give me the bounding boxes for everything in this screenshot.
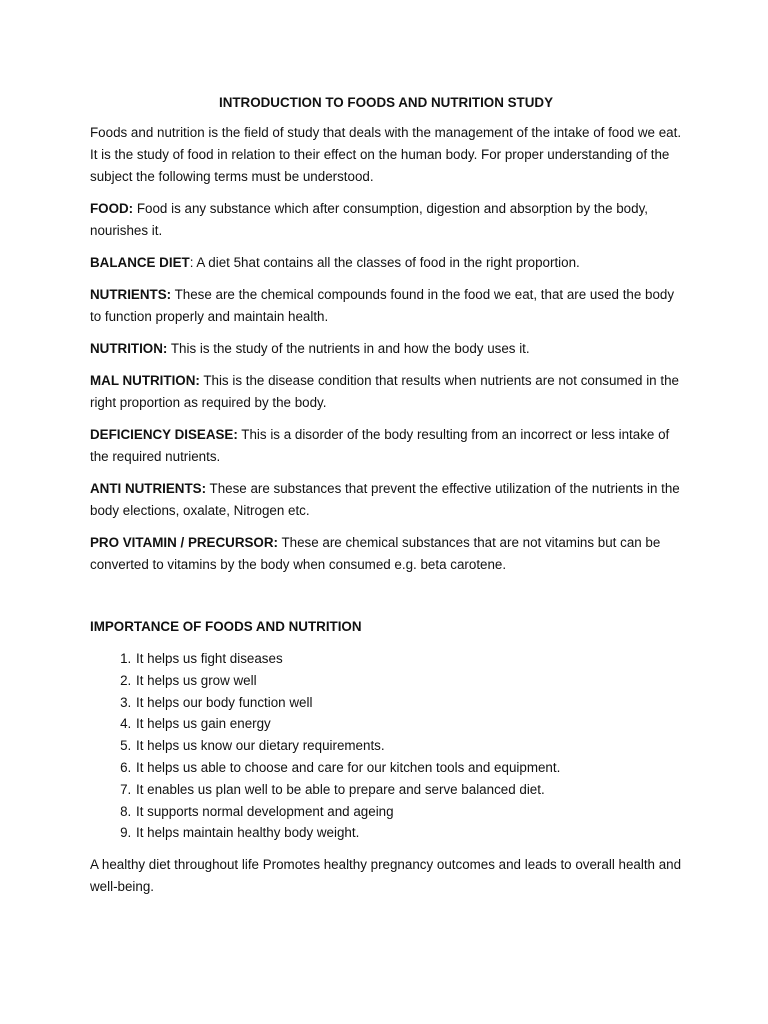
definition-term: DEFICIENCY DISEASE: (90, 427, 238, 442)
definition-text: These are substances that prevent the effective utilization of the nutrients in the body elections, oxalate, Nitrogen etc. (90, 481, 680, 518)
definition-text: These are the chemical compounds found in the food we eat, that are used the body to function properly and maintain health. (90, 287, 675, 324)
definition-paragraph (90, 370, 682, 414)
definition-term: FOOD: (90, 201, 134, 216)
section-spacer (90, 586, 682, 616)
definition-paragraph (90, 338, 682, 360)
list-item: 9. It helps maintain healthy body weight. (135, 822, 682, 844)
definition-term: NUTRITION: (90, 341, 168, 356)
list-item: 7. It enables us plan well to be able to prepare and serve balanced diet. (135, 779, 682, 801)
definition-paragraph (90, 252, 682, 274)
list-item: 4. It helps us gain energy (135, 713, 682, 735)
list-item: 8. It supports normal development and ageing (135, 801, 682, 823)
definition-text: : A diet 5hat contains all the classes of food in the right proportion. (189, 255, 580, 270)
definition-text: These are chemical substances that are not vitamins but can be converted to vitamins by the body when consumed e.g. beta carotene. (90, 535, 661, 572)
list-item: 5. It helps us know our dietary requirements. (135, 735, 682, 757)
definition-text: This is the study of the nutrients in and how the body uses it. (167, 341, 530, 356)
definition-term: ANTI NUTRIENTS: (90, 481, 207, 496)
definition-text: This is the disease condition that results when nutrients are not consumed in the right proportion as required by the body. (90, 373, 679, 410)
importance-list (90, 648, 682, 844)
list-item: 2. It helps us grow well (135, 670, 682, 692)
list-item: 6. It helps us able to choose and care for our kitchen tools and equipment. (135, 757, 682, 779)
definition-text: Food is any substance which after consumption, digestion and absorption by the body, nourishes it. (90, 201, 648, 238)
definition-paragraph (90, 478, 682, 522)
list-item: 1. It helps us fight diseases (135, 648, 682, 670)
importance-heading: IMPORTANCE OF FOODS AND NUTRITION (90, 619, 362, 634)
definition-paragraph (90, 284, 682, 328)
definition-paragraph (90, 198, 682, 242)
document-title: INTRODUCTION TO FOODS AND NUTRITION STUDY (218, 95, 553, 110)
definition-paragraph (90, 532, 682, 576)
definition-text: This is a disorder of the body resulting from an incorrect or less intake of the required nutrients. (90, 427, 670, 464)
closing-paragraph: A healthy diet throughout life Promotes healthy pregnancy outcomes and leads to overall health and well-being. (90, 857, 682, 895)
intro-paragraph: Foods and nutrition is the field of study that deals with the management of the intake of food we eat. It is the study of food in relation to their effect on the human body. For proper understanding of the subject the following terms must be understood. (90, 125, 682, 184)
definition-term: BALANCE DIET (90, 255, 190, 270)
definition-term: NUTRIENTS: (90, 287, 172, 302)
list-item: 3. It helps our body function well (135, 692, 682, 714)
document-page (90, 93, 682, 908)
definition-term: MAL NUTRITION: (90, 373, 200, 388)
definition-paragraph (90, 424, 682, 468)
definition-term: PRO VITAMIN / PRECURSOR: (90, 535, 278, 550)
